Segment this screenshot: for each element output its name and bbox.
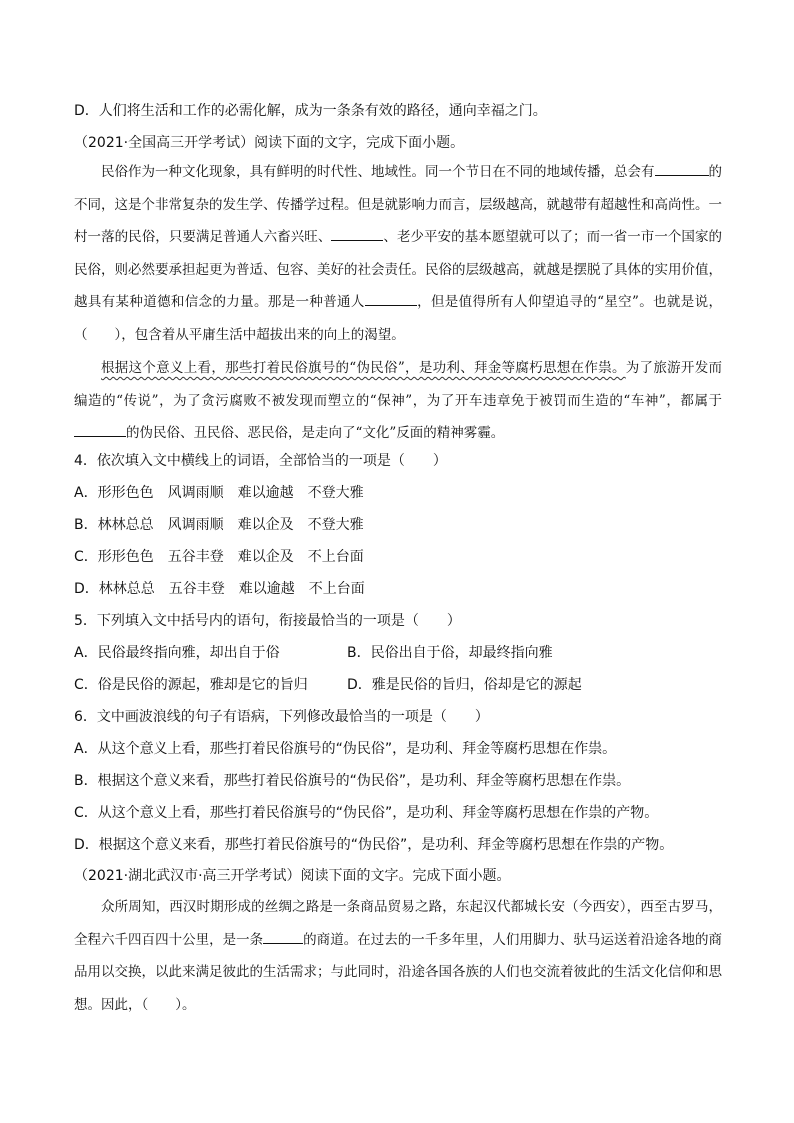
blank-3 (365, 293, 417, 306)
passage-1-paragraph-2 (74, 352, 722, 450)
question-6-option-c: C．从这个意义上看，那些打着民俗旗号的“伪民俗”，是功利、拜金等腐朽思想在作祟的产物。 (74, 805, 659, 821)
p1-text-d: ，但是值得所有人仰望追寻的“星空”。也就是说，（ ），包含着从平庸生活中超拔出来的向上的渴望。 (74, 294, 722, 343)
p1-text-b: 的不同，这是个非常复杂的发生学、传播学过程。但是就影响力而言，层级越高，就越带有超越性和高尚性。一村一落的民俗，只要满足普通人六畜兴旺、 (74, 164, 722, 246)
p2-text-a: 为了旅游开发而编造的“传说”，为了贪污腐败不被发现而塑立的“保神”，为了开车违章免于被罚而生造的“车神”，都属于 (74, 360, 722, 409)
question-4-option-b: B．林林总总 风调雨顺 难以企及 不登大雅 (74, 517, 364, 533)
question-5-option-a: A．民俗最终指向雅，却出自于俗 (74, 645, 280, 661)
blank-1 (655, 163, 709, 176)
question-5: 5．下列填入文中括号内的语句，衔接最恰当的一项是（ ） (74, 613, 461, 629)
p1-text-c: 、老少平安的基本愿望就可以了；而一省一市一个国家的民俗，则必然要承担起更为普适、包容、美好的社会责任。民俗的层级越高，就越是摆脱了具体的实用价值，越具有某种道德和信念的力量。那是一种普通人 (74, 229, 723, 311)
question-6: 6．文中画波浪线的句子有语病，下列修改最恰当的一项是（ ） (74, 709, 489, 725)
p1-text-a: 民俗作为一种文化现象，具有鲜明的时代性、地域性。同一个节日在不同的地域传播，总会有 (101, 164, 655, 180)
passage-source-1: （2021·全国高三开学考试）阅读下面的文字，完成下面小题。 (74, 135, 465, 151)
blank-5 (263, 931, 303, 944)
question-5-option-c: C．俗是民俗的源起，雅却是它的旨归 (74, 677, 308, 693)
wavy-underlined-sentence: 根据这个意义上看，那些打着民俗旗号的“伪民俗”，是功利、拜金等腐朽思想在作祟。 (101, 360, 626, 376)
blank-4 (74, 424, 126, 437)
question-6-option-d: D．根据这个意义来看，那些打着民俗旗号的“伪民俗”，是功利、拜金等腐朽思想在作祟的产物。 (74, 837, 674, 853)
question-4-option-a: A．形形色色 风调雨顺 难以逾越 不登大雅 (74, 485, 364, 501)
passage-2-paragraph-1 (74, 891, 722, 1021)
p2-text-b: 的伪民俗、丑民俗、恶民俗，是走向了“文化”反面的精神雾霾。 (126, 425, 505, 442)
question-5-option-b: B．民俗出自于俗，却最终指向雅 (347, 645, 553, 661)
passage-1-paragraph-1 (74, 156, 722, 352)
blank-2 (331, 228, 383, 241)
question-4: 4．依次填入文中横线上的词语，全部恰当的一项是（ ） (74, 453, 447, 469)
question-4-option-c: C．形形色色 五谷丰登 难以企及 不上台面 (74, 549, 364, 565)
question-5-option-d: D．雅是民俗的旨归，俗却是它的源起 (347, 677, 582, 693)
question-4-option-d: D．林林总总 五谷丰登 难以逾越 不上台面 (74, 581, 365, 597)
p3-text-a: 众所周知，西汉时期形成的丝绸之路是一条商品贸易之路，东起汉代都城长安（今西安），西至古罗马，全程六千四百四十公里，是一条 (74, 899, 722, 948)
question-option-d-prev: D．人们将生活和工作的必需化解，成为一条条有效的路径，通向幸福之门。 (74, 103, 547, 119)
question-6-option-a: A．从这个意义上看，那些打着民俗旗号的“伪民俗”，是功利、拜金等腐朽思想在作祟。 (74, 741, 617, 757)
passage-source-2: （2021·湖北武汉市·高三开学考试）阅读下面的文字。完成下面小题。 (74, 868, 511, 884)
p3-text-b: 的商道。在过去的一千多年里，人们用脚力、驮马运送着沿途各地的商品用以交换，以此来满足彼此的生活需求；与此同时，沿途各国各族的人们也交流着彼此的生活文化信仰和思想。因此，（ ）。 (74, 931, 722, 1013)
question-6-option-b: B．根据这个意义来看，那些打着民俗旗号的“伪民俗”，是功利、拜金等腐朽思想在作祟。 (74, 773, 631, 789)
